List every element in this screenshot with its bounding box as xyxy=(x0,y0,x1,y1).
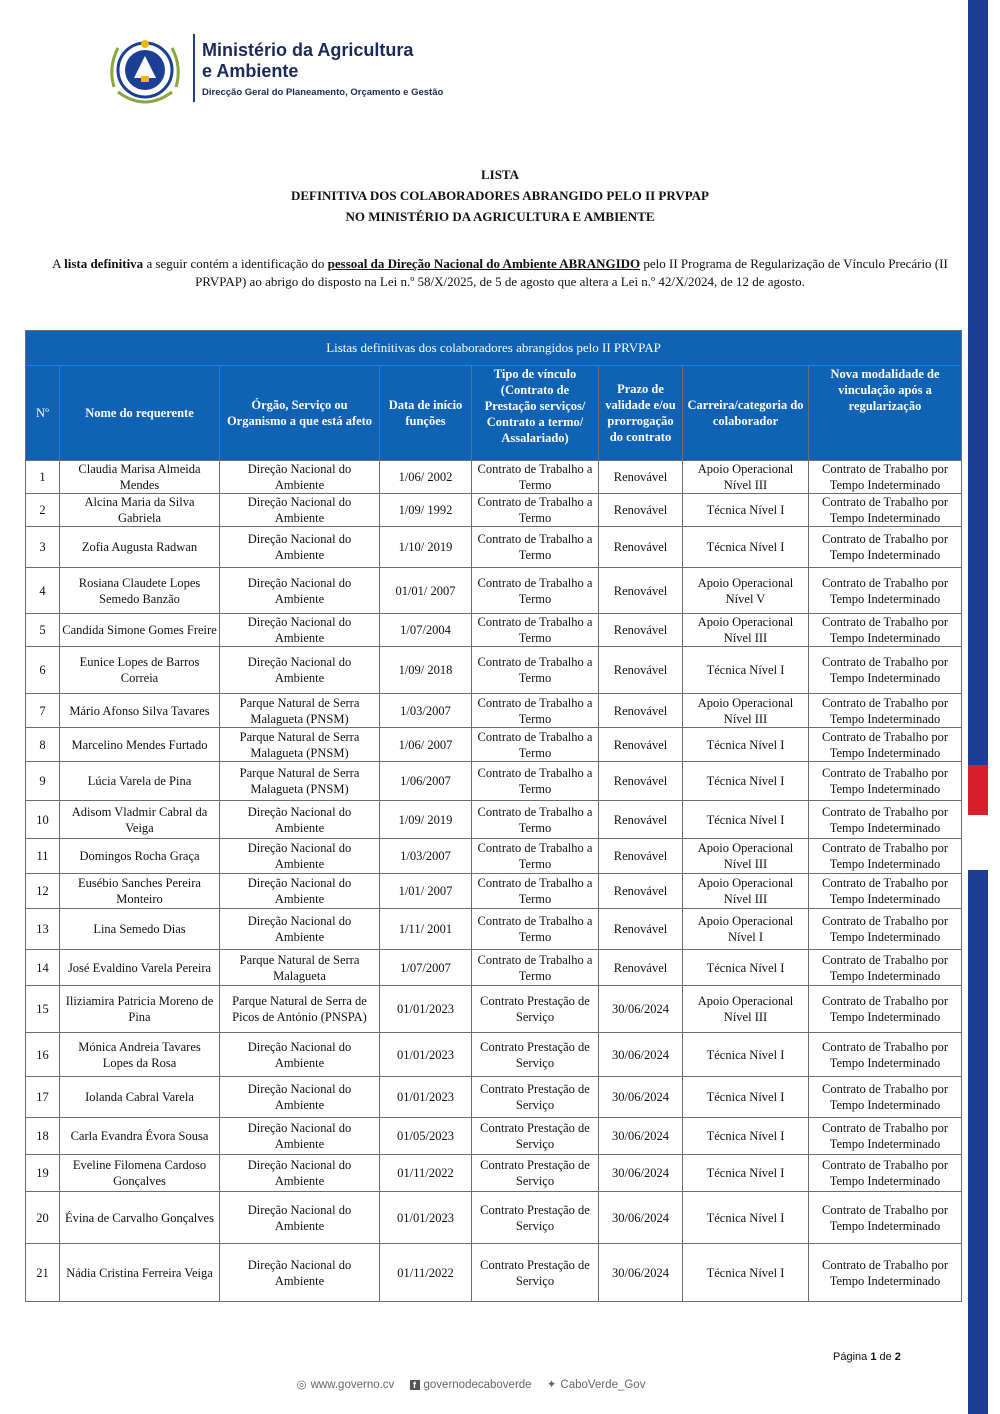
cell-career: Técnica Nível I xyxy=(683,527,809,568)
cell-validity: Renovável xyxy=(599,762,683,801)
cell-career: Apoio Operacional Nível III xyxy=(683,694,809,728)
cell-organ: Direção Nacional do Ambiente xyxy=(220,568,380,614)
title-line-1: LISTA xyxy=(480,167,520,182)
col-header-type: Tipo de vínculo (Contrato de Prestação serviços/ Contrato a termo/ Assalariado) xyxy=(472,366,599,461)
cell-n: 5 xyxy=(26,614,60,647)
cell-n: 6 xyxy=(26,647,60,694)
cell-new: Contrato de Trabalho por Tempo Indeterminado xyxy=(809,1033,962,1077)
cell-career: Apoio Operacional Nível III xyxy=(683,461,809,494)
cell-n: 1 xyxy=(26,461,60,494)
cell-organ: Direção Nacional do Ambiente xyxy=(220,494,380,527)
cell-start: 1/01/ 2007 xyxy=(380,874,472,909)
cell-validity: Renovável xyxy=(599,874,683,909)
cell-new: Contrato de Trabalho por Tempo Indeterminado xyxy=(809,1155,962,1192)
cell-organ: Direção Nacional do Ambiente xyxy=(220,1155,380,1192)
national-seal-icon xyxy=(104,32,186,114)
cell-type: Contrato Prestação de Serviço xyxy=(472,986,599,1033)
cell-name: Domingos Rocha Graça xyxy=(60,839,220,874)
cell-new: Contrato de Trabalho por Tempo Indeterminado xyxy=(809,1118,962,1155)
cell-new: Contrato de Trabalho por Tempo Indeterminado xyxy=(809,568,962,614)
intro-bold-2: pessoal da Direção Nacional do Ambiente ABRANGIDO xyxy=(327,256,641,271)
cell-new: Contrato de Trabalho por Tempo Indeterminado xyxy=(809,1192,962,1244)
facebook-icon: f xyxy=(410,1380,420,1390)
col-header-name: Nome do requerente xyxy=(60,366,220,461)
cell-organ: Direção Nacional do Ambiente xyxy=(220,839,380,874)
page-current: 1 xyxy=(870,1351,877,1363)
cell-type: Contrato Prestação de Serviço xyxy=(472,1118,599,1155)
cell-start: 01/11/2022 xyxy=(380,1244,472,1302)
title-line-3: NO MINISTÉRIO DA AGRICULTURA E AMBIENTE xyxy=(345,209,655,224)
cell-name: Évina de Carvalho Gonçalves xyxy=(60,1192,220,1244)
cell-name: Eusébio Sanches Pereira Monteiro xyxy=(60,874,220,909)
intro-text-3: pelo II Programa de Regularização de Vínculo Precário (II PRVPAP) ao abrigo do disposto na Lei n.º 58/X/2025, de 5 de agosto que altera a Lei n.º 42/X/2024, de 12 de agosto. xyxy=(195,256,948,289)
cell-n: 3 xyxy=(26,527,60,568)
cell-type: Contrato de Trabalho a Termo xyxy=(472,614,599,647)
table-row xyxy=(26,461,962,494)
table-row xyxy=(26,909,962,950)
cell-organ: Direção Nacional do Ambiente xyxy=(220,874,380,909)
cell-career: Técnica Nível I xyxy=(683,801,809,839)
cell-new: Contrato de Trabalho por Tempo Indeterminado xyxy=(809,986,962,1033)
cell-type: Contrato de Trabalho a Termo xyxy=(472,461,599,494)
cell-new: Contrato de Trabalho por Tempo Indeterminado xyxy=(809,801,962,839)
cell-start: 01/01/2023 xyxy=(380,1192,472,1244)
col-header-new-mode: Nova modalidade de vinculação após a regularização xyxy=(809,366,962,461)
table-row xyxy=(26,728,962,762)
cell-new: Contrato de Trabalho por Tempo Indeterminado xyxy=(809,614,962,647)
cell-new: Contrato de Trabalho por Tempo Indeterminado xyxy=(809,950,962,986)
cell-career: Técnica Nível I xyxy=(683,1244,809,1302)
table-caption: Listas definitivas dos colaboradores abrangidos pelo II PRVPAP xyxy=(26,331,962,366)
intro-text-1: A xyxy=(52,256,65,271)
cell-type: Contrato Prestação de Serviço xyxy=(472,1244,599,1302)
cell-organ: Direção Nacional do Ambiente xyxy=(220,527,380,568)
cell-career: Apoio Operacional Nível III xyxy=(683,839,809,874)
cell-validity: Renovável xyxy=(599,527,683,568)
table-row xyxy=(26,762,962,801)
cell-n: 14 xyxy=(26,950,60,986)
cell-start: 1/06/2007 xyxy=(380,762,472,801)
cell-new: Contrato de Trabalho por Tempo Indeterminado xyxy=(809,874,962,909)
cell-name: Eunice Lopes de Barros Correia xyxy=(60,647,220,694)
cell-type: Contrato de Trabalho a Termo xyxy=(472,874,599,909)
cell-type: Contrato de Trabalho a Termo xyxy=(472,694,599,728)
website-link[interactable]: www.governo.cv xyxy=(310,1379,395,1391)
cell-name: Lúcia Varela de Pina xyxy=(60,762,220,801)
table-row xyxy=(26,494,962,527)
cell-start: 1/11/ 2001 xyxy=(380,909,472,950)
cell-n: 9 xyxy=(26,762,60,801)
cell-start: 01/01/ 2007 xyxy=(380,568,472,614)
cell-organ: Direção Nacional do Ambiente xyxy=(220,801,380,839)
ministry-name xyxy=(202,40,502,82)
cell-validity: Renovável xyxy=(599,728,683,762)
title-line-2: DEFINITIVA DOS COLABORADORES ABRANGIDO PELO II PRVPAP xyxy=(290,188,709,203)
cell-n: 4 xyxy=(26,568,60,614)
cell-start: 01/11/2022 xyxy=(380,1155,472,1192)
cell-type: Contrato de Trabalho a Termo xyxy=(472,801,599,839)
cell-n: 21 xyxy=(26,1244,60,1302)
cell-name: Mário Afonso Silva Tavares xyxy=(60,694,220,728)
cell-career: Técnica Nível I xyxy=(683,762,809,801)
document-title xyxy=(0,164,1000,227)
table-body xyxy=(26,461,962,1302)
cell-career: Apoio Operacional Nível III xyxy=(683,614,809,647)
cell-type: Contrato de Trabalho a Termo xyxy=(472,839,599,874)
cell-name: Eveline Filomena Cardoso Gonçalves xyxy=(60,1155,220,1192)
cell-n: 2 xyxy=(26,494,60,527)
side-stripe-blue-top xyxy=(968,0,988,765)
cell-start: 1/06/ 2007 xyxy=(380,728,472,762)
cell-career: Apoio Operacional Nível III xyxy=(683,986,809,1033)
collaborators-table xyxy=(25,330,962,1302)
cell-start: 1/10/ 2019 xyxy=(380,527,472,568)
page-sep: de xyxy=(876,1351,895,1363)
cell-career: Técnica Nível I xyxy=(683,647,809,694)
intro-paragraph xyxy=(40,255,960,291)
cell-validity: Renovável xyxy=(599,568,683,614)
cell-n: 11 xyxy=(26,839,60,874)
cell-validity: 30/06/2024 xyxy=(599,1118,683,1155)
page-total: 2 xyxy=(894,1351,901,1363)
cell-organ: Parque Natural de Serra Malagueta xyxy=(220,950,380,986)
cell-new: Contrato de Trabalho por Tempo Indeterminado xyxy=(809,494,962,527)
cell-new: Contrato de Trabalho por Tempo Indeterminado xyxy=(809,1077,962,1118)
cell-validity: 30/06/2024 xyxy=(599,1244,683,1302)
cell-organ: Direção Nacional do Ambiente xyxy=(220,1192,380,1244)
cell-organ: Parque Natural de Serra de Picos de António (PNSPA) xyxy=(220,986,380,1033)
cell-type: Contrato de Trabalho a Termo xyxy=(472,728,599,762)
cell-new: Contrato de Trabalho por Tempo Indeterminado xyxy=(809,728,962,762)
table-row xyxy=(26,801,962,839)
table-row xyxy=(26,950,962,986)
cell-validity: Renovável xyxy=(599,614,683,647)
cell-organ: Direção Nacional do Ambiente xyxy=(220,1118,380,1155)
twitter-link[interactable]: CaboVerde_Gov xyxy=(560,1379,646,1391)
cell-organ: Parque Natural de Serra Malagueta (PNSM) xyxy=(220,728,380,762)
cell-new: Contrato de Trabalho por Tempo Indeterminado xyxy=(809,762,962,801)
cell-validity: 30/06/2024 xyxy=(599,986,683,1033)
cell-career: Técnica Nível I xyxy=(683,728,809,762)
cell-career: Apoio Operacional Nível III xyxy=(683,874,809,909)
cell-type: Contrato de Trabalho a Termo xyxy=(472,950,599,986)
col-header-career: Carreira/categoria do colaborador xyxy=(683,366,809,461)
cell-name: Marcelino Mendes Furtado xyxy=(60,728,220,762)
cell-start: 1/07/2004 xyxy=(380,614,472,647)
cell-name: Rosiana Claudete Lopes Semedo Banzão xyxy=(60,568,220,614)
col-header-start: Data de início funções xyxy=(380,366,472,461)
cell-validity: Renovável xyxy=(599,839,683,874)
department-name: Direcção Geral do Planeamento, Orçamento e Gestão xyxy=(202,87,444,98)
col-header-validity: Prazo de validade e/ou prorrogação do contrato xyxy=(599,366,683,461)
cell-organ: Direção Nacional do Ambiente xyxy=(220,1033,380,1077)
cell-name: Iolanda Cabral Varela xyxy=(60,1077,220,1118)
cell-n: 19 xyxy=(26,1155,60,1192)
table-row xyxy=(26,839,962,874)
cell-validity: 30/06/2024 xyxy=(599,1033,683,1077)
table-row xyxy=(26,1033,962,1077)
cell-validity: Renovável xyxy=(599,801,683,839)
cell-new: Contrato de Trabalho por Tempo Indeterminado xyxy=(809,839,962,874)
cell-new: Contrato de Trabalho por Tempo Indeterminado xyxy=(809,647,962,694)
cell-career: Técnica Nível I xyxy=(683,1192,809,1244)
cell-name: Zofia Augusta Radwan xyxy=(60,527,220,568)
cell-n: 20 xyxy=(26,1192,60,1244)
ministry-name-line2: e Ambiente xyxy=(202,61,299,81)
table-row xyxy=(26,986,962,1033)
cell-career: Técnica Nível I xyxy=(683,950,809,986)
cell-name: Claudia Marisa Almeida Mendes xyxy=(60,461,220,494)
table-row xyxy=(26,1192,962,1244)
intro-bold-1: lista definitiva xyxy=(64,256,144,271)
cell-n: 8 xyxy=(26,728,60,762)
table-row xyxy=(26,1155,962,1192)
cell-start: 1/03/2007 xyxy=(380,839,472,874)
cell-n: 18 xyxy=(26,1118,60,1155)
cell-name: Alcina Maria da Silva Gabriela xyxy=(60,494,220,527)
cell-start: 1/06/ 2002 xyxy=(380,461,472,494)
cell-start: 1/09/ 1992 xyxy=(380,494,472,527)
cell-n: 7 xyxy=(26,694,60,728)
cell-name: Mónica Andreia Tavares Lopes da Rosa xyxy=(60,1033,220,1077)
cell-validity: Renovável xyxy=(599,950,683,986)
cell-validity: 30/06/2024 xyxy=(599,1077,683,1118)
col-header-nr: Nº xyxy=(26,366,60,461)
cell-type: Contrato de Trabalho a Termo xyxy=(472,647,599,694)
table-row xyxy=(26,694,962,728)
cell-career: Apoio Operacional Nível V xyxy=(683,568,809,614)
page-number xyxy=(833,1351,901,1363)
table-row xyxy=(26,568,962,614)
cell-new: Contrato de Trabalho por Tempo Indeterminado xyxy=(809,694,962,728)
cell-start: 01/01/2023 xyxy=(380,1077,472,1118)
side-stripe-red xyxy=(968,765,988,815)
cell-career: Técnica Nível I xyxy=(683,494,809,527)
cell-new: Contrato de Trabalho por Tempo Indeterminado xyxy=(809,1244,962,1302)
table-row xyxy=(26,647,962,694)
table-row xyxy=(26,1077,962,1118)
letterhead-divider xyxy=(193,34,195,102)
cell-type: Contrato Prestação de Serviço xyxy=(472,1155,599,1192)
cell-type: Contrato Prestação de Serviço xyxy=(472,1077,599,1118)
page-prefix: Página xyxy=(833,1351,871,1363)
cell-name: Candida Simone Gomes Freire xyxy=(60,614,220,647)
side-stripe-blue-bottom xyxy=(968,870,988,1414)
table-row xyxy=(26,1118,962,1155)
cell-name: Carla Evandra Évora Sousa xyxy=(60,1118,220,1155)
cell-career: Técnica Nível I xyxy=(683,1033,809,1077)
cell-type: Contrato Prestação de Serviço xyxy=(472,1033,599,1077)
cell-start: 01/01/2023 xyxy=(380,986,472,1033)
cell-validity: Renovável xyxy=(599,494,683,527)
cell-organ: Direção Nacional do Ambiente xyxy=(220,1077,380,1118)
cell-organ: Direção Nacional do Ambiente xyxy=(220,461,380,494)
cell-n: 12 xyxy=(26,874,60,909)
cell-organ: Direção Nacional do Ambiente xyxy=(220,1244,380,1302)
cell-name: Lina Semedo Dias xyxy=(60,909,220,950)
cell-name: Adisom Vladmir Cabral da Veiga xyxy=(60,801,220,839)
cell-new: Contrato de Trabalho por Tempo Indeterminado xyxy=(809,527,962,568)
cell-organ: Direção Nacional do Ambiente xyxy=(220,647,380,694)
cell-start: 01/01/2023 xyxy=(380,1033,472,1077)
cell-type: Contrato Prestação de Serviço xyxy=(472,1192,599,1244)
cell-type: Contrato de Trabalho a Termo xyxy=(472,494,599,527)
table-row xyxy=(26,1244,962,1302)
table-row xyxy=(26,614,962,647)
cell-validity: 30/06/2024 xyxy=(599,1192,683,1244)
cell-new: Contrato de Trabalho por Tempo Indeterminado xyxy=(809,909,962,950)
cell-n: 15 xyxy=(26,986,60,1033)
cell-validity: Renovável xyxy=(599,647,683,694)
cell-type: Contrato de Trabalho a Termo xyxy=(472,762,599,801)
cell-n: 16 xyxy=(26,1033,60,1077)
cell-type: Contrato de Trabalho a Termo xyxy=(472,909,599,950)
cell-organ: Direção Nacional do Ambiente xyxy=(220,909,380,950)
cell-career: Técnica Nível I xyxy=(683,1077,809,1118)
cell-type: Contrato de Trabalho a Termo xyxy=(472,527,599,568)
cell-career: Apoio Operacional Nível I xyxy=(683,909,809,950)
cell-organ: Direção Nacional do Ambiente xyxy=(220,614,380,647)
cell-organ: Parque Natural de Serra Malagueta (PNSM) xyxy=(220,694,380,728)
cell-new: Contrato de Trabalho por Tempo Indeterminado xyxy=(809,461,962,494)
cell-start: 1/03/2007 xyxy=(380,694,472,728)
cell-validity: Renovável xyxy=(599,461,683,494)
cell-start: 01/05/2023 xyxy=(380,1118,472,1155)
cell-start: 1/09/ 2018 xyxy=(380,647,472,694)
cell-career: Técnica Nível I xyxy=(683,1155,809,1192)
cell-name: Nádia Cristina Ferreira Veiga xyxy=(60,1244,220,1302)
cell-type: Contrato de Trabalho a Termo xyxy=(472,568,599,614)
table-row xyxy=(26,527,962,568)
footer-links xyxy=(0,1377,930,1391)
ministry-name-line1: Ministério da Agricultura xyxy=(202,40,414,60)
cell-n: 13 xyxy=(26,909,60,950)
cell-name: José Evaldino Varela Pereira xyxy=(60,950,220,986)
cell-start: 1/09/ 2019 xyxy=(380,801,472,839)
col-header-organ: Órgão, Serviço ou Organismo a que está afeto xyxy=(220,366,380,461)
cell-organ: Parque Natural de Serra Malagueta (PNSM) xyxy=(220,762,380,801)
twitter-icon: ✦ xyxy=(546,1379,557,1391)
cell-validity: Renovável xyxy=(599,694,683,728)
cell-start: 1/07/2007 xyxy=(380,950,472,986)
globe-icon: ◎ xyxy=(296,1379,307,1391)
table-row xyxy=(26,874,962,909)
cell-n: 10 xyxy=(26,801,60,839)
facebook-link[interactable]: governodecaboverde xyxy=(423,1379,532,1391)
cell-validity: Renovável xyxy=(599,909,683,950)
cell-name: Iliziamira Patricia Moreno de Pina xyxy=(60,986,220,1033)
cell-validity: 30/06/2024 xyxy=(599,1155,683,1192)
intro-text-2: a seguir contém a identificação do xyxy=(143,256,328,271)
cell-n: 17 xyxy=(26,1077,60,1118)
cell-career: Técnica Nível I xyxy=(683,1118,809,1155)
